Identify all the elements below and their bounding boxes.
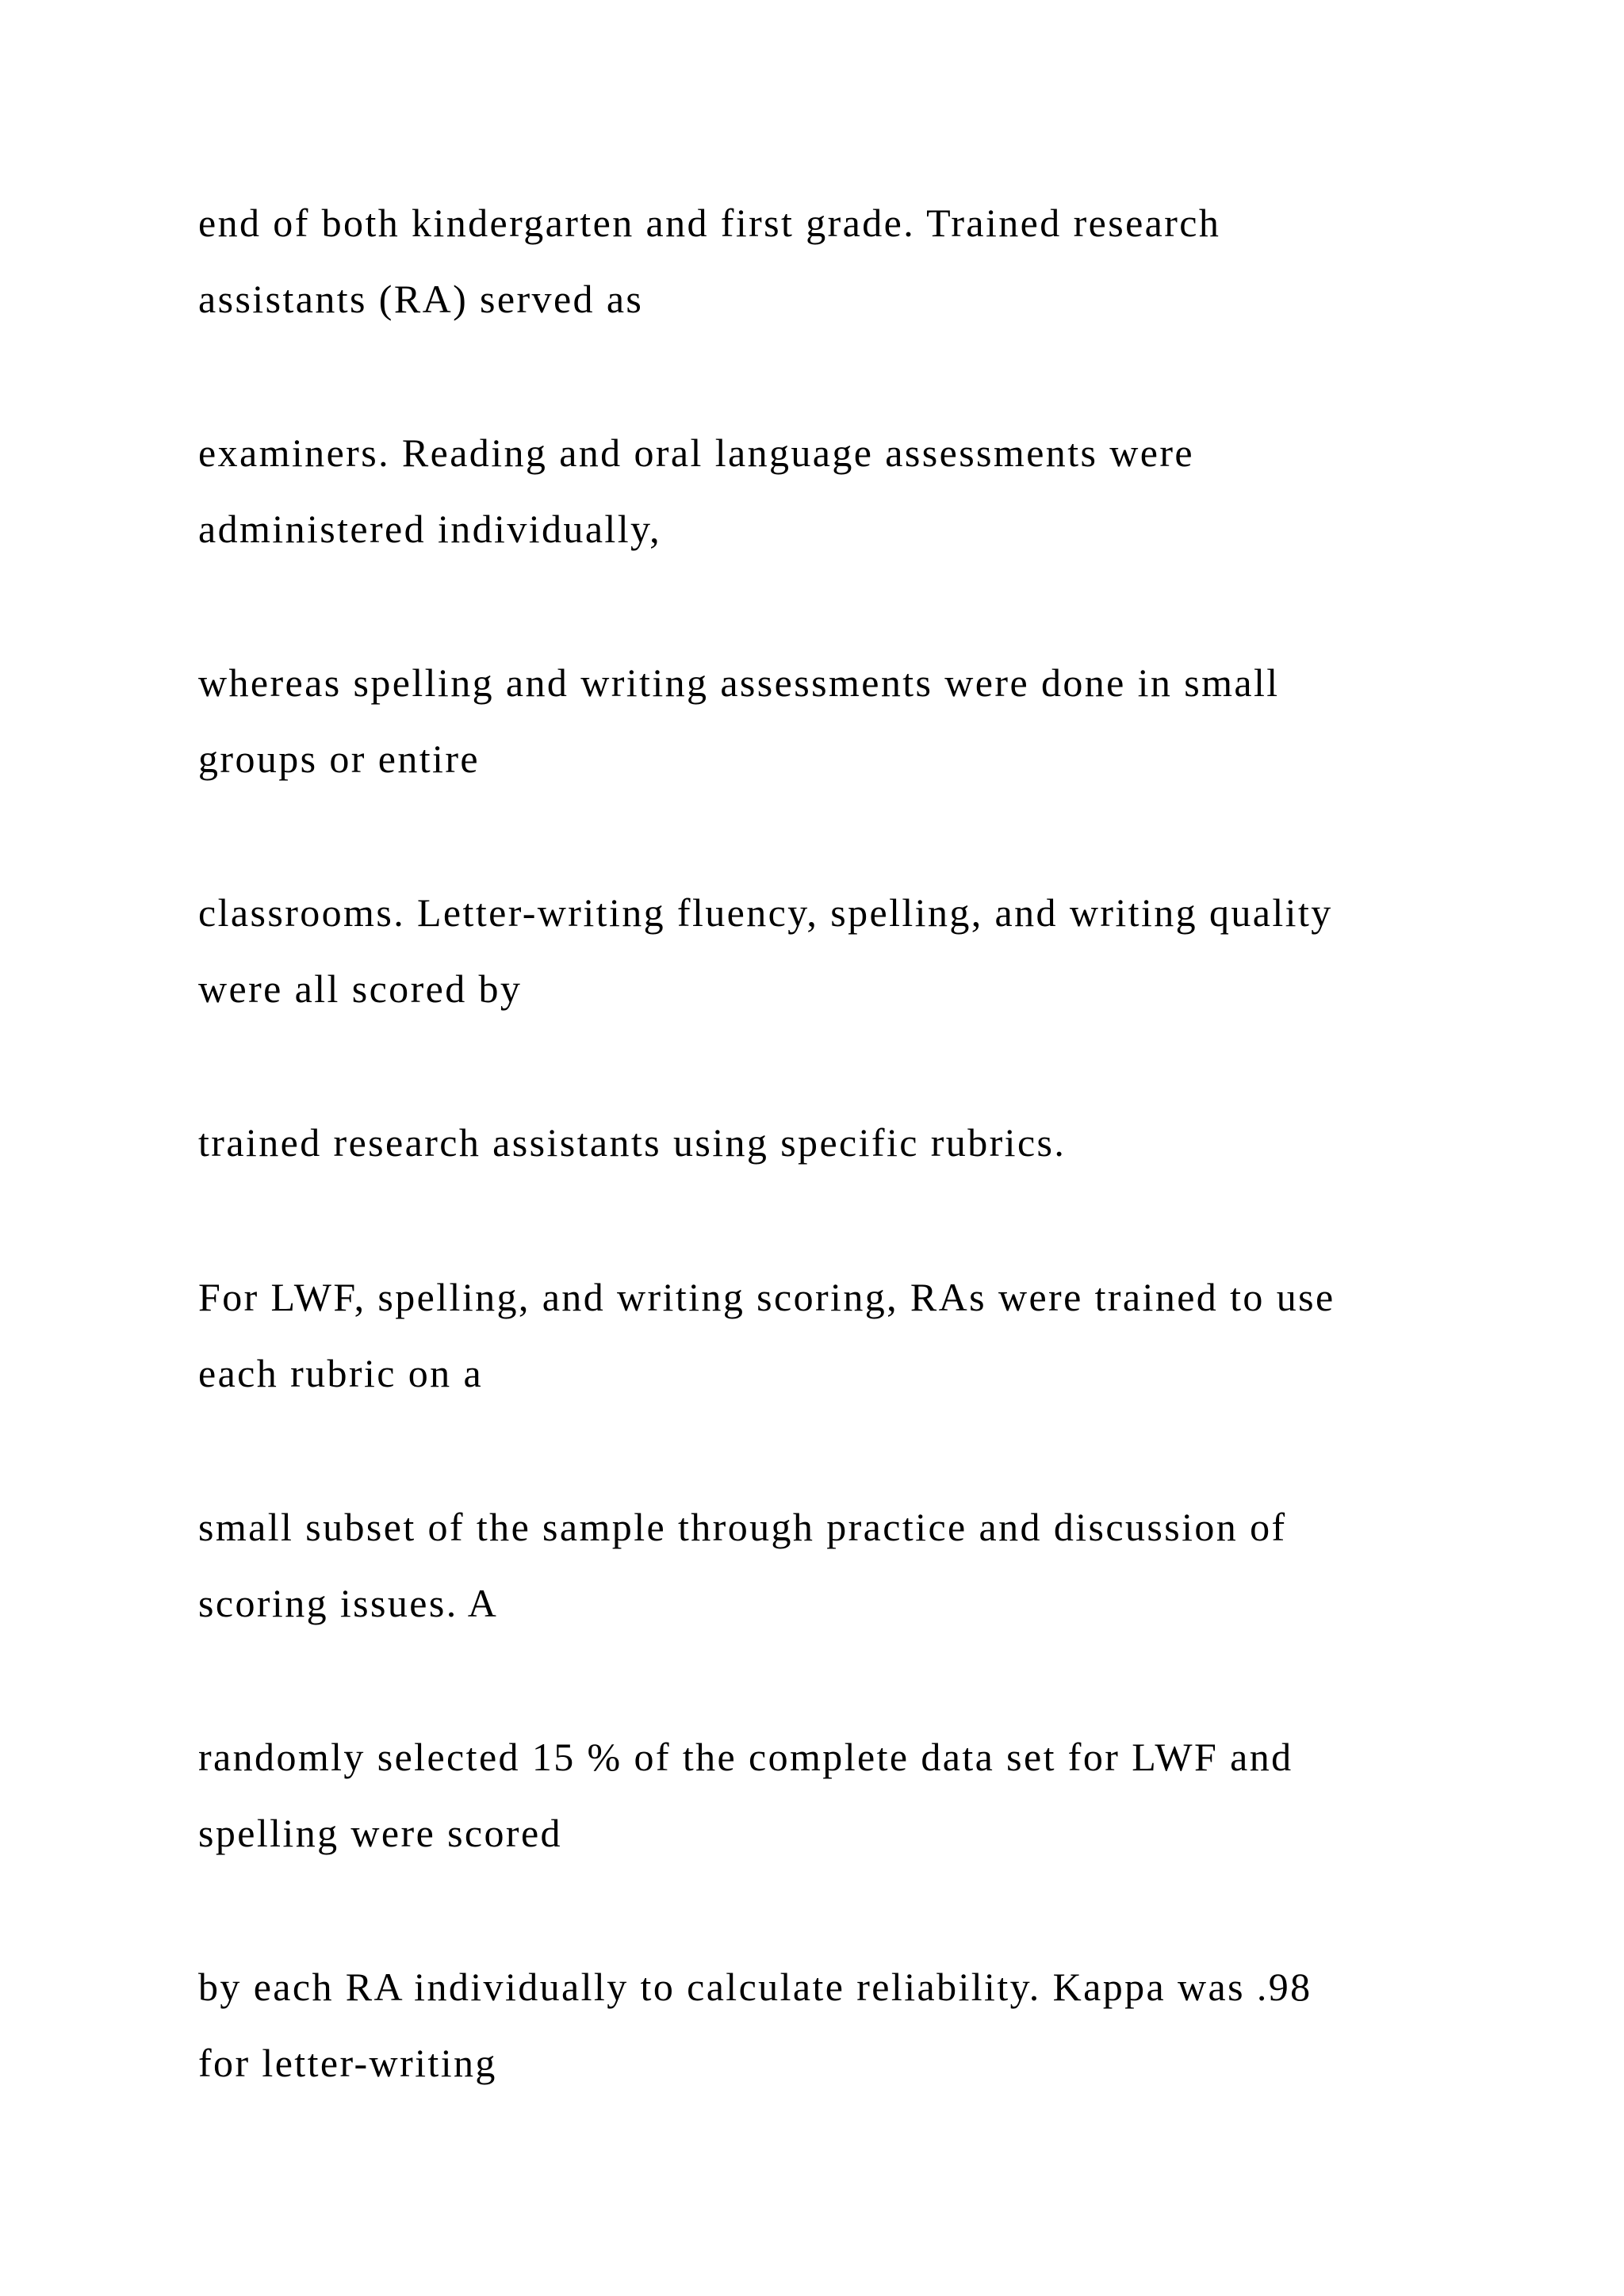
paragraph-6	[198, 1259, 1507, 1411]
paragraph-9	[198, 1949, 1507, 2101]
text-line: groups or entire	[198, 737, 480, 781]
text-line: examiners. Reading and oral language assessments were	[198, 430, 1194, 475]
text-line: whereas spelling and writing assessments were done in small	[198, 660, 1280, 705]
text-line: were all scored by	[198, 966, 523, 1011]
text-line: for letter-writing	[198, 2041, 497, 2085]
text-line: spelling were scored	[198, 1811, 562, 1855]
text-line: randomly selected 15 % of the complete data set for LWF and	[198, 1735, 1293, 1779]
text-line: For LWF, spelling, and writing scoring, RAs were trained to use	[198, 1275, 1335, 1319]
text-line: trained research assistants using specific rubrics.	[198, 1120, 1067, 1165]
paragraph-3	[198, 645, 1507, 797]
text-line: end of both kindergarten and first grade. Trained research	[198, 201, 1221, 245]
text-line: small subset of the sample through practice and discussion of	[198, 1505, 1287, 1549]
text-line: classrooms. Letter-writing fluency, spelling, and writing quality	[198, 890, 1333, 935]
text-line: administered individually,	[198, 507, 662, 551]
paragraph-5	[198, 1104, 1507, 1181]
text-line: by each RA individually to calculate reliability. Kappa was .98	[198, 1965, 1312, 2009]
text-line: scoring issues. A	[198, 1581, 499, 1625]
paragraph-7	[198, 1489, 1507, 1641]
paragraph-8	[198, 1719, 1507, 1871]
paragraph-1	[198, 185, 1507, 337]
paragraph-2	[198, 415, 1507, 567]
paragraph-4	[198, 874, 1507, 1027]
text-line: assistants (RA) served as	[198, 277, 644, 321]
text-line: each rubric on a	[198, 1351, 484, 1395]
